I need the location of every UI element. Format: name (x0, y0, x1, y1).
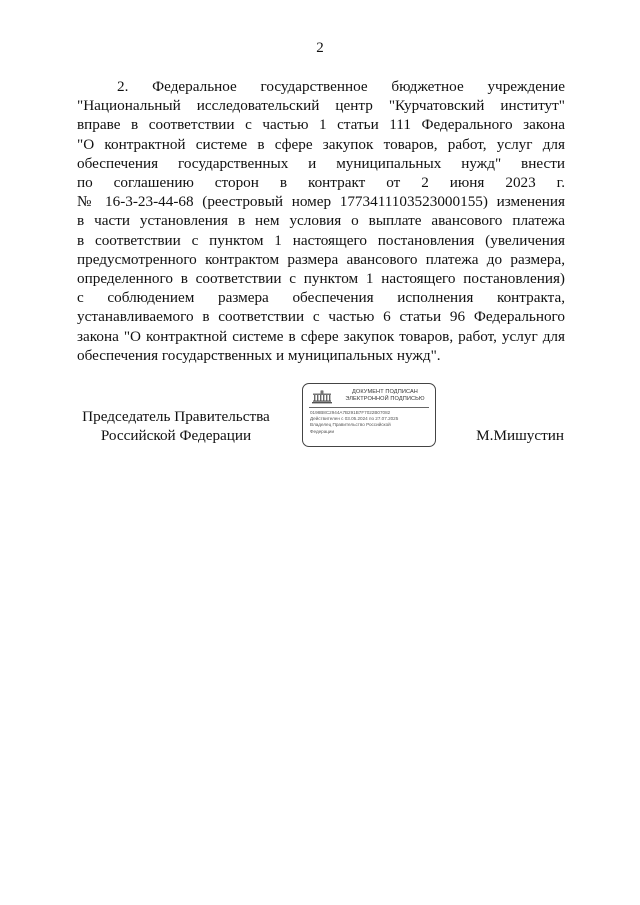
stamp-validity: Действителен с 03.05.2024 по 27.07.2025 (310, 416, 399, 422)
stamp-certificate: 0198B8C2944A7B291B7F7022B07082 (310, 410, 391, 415)
stamp-title-line-2: ЭЛЕКТРОННОЙ ПОДПИСЬЮ (345, 396, 425, 402)
stamp-divider (309, 407, 429, 408)
stamp-owner-line-1: Владелец Правительство Российской (310, 422, 391, 428)
body-line: "О контрактной системе в сфере закупок товаров, работ, услуг для (77, 135, 565, 153)
body-line: устанавливаемого в соответствии с частью 6 статьи 96 Федерального (77, 308, 565, 326)
body-line: обеспечения государственных и муниципальных нужд" внести (77, 154, 565, 172)
body-line: с соблюдением размера обеспечения исполнения контракта, (77, 289, 565, 307)
stamp-details (310, 410, 434, 435)
body-line: "Национальный исследовательский центр "Курчатовский институт" (77, 97, 565, 115)
body-line: в соответствии с пунктом 1 настоящего постановления (увеличения (77, 231, 565, 249)
body-line: № 16-3-23-44-68 (реестровый номер 1773411103523000155) изменения (77, 193, 565, 211)
government-building-icon (311, 390, 333, 404)
page-number: 2 (316, 40, 324, 56)
body-line: определенного в соответствии с пунктом 1 настоящего постановления) (77, 270, 565, 288)
signatory-title (76, 407, 276, 445)
body-line: в части установления в нем условия о выплате авансового платежа (77, 212, 565, 230)
electronic-signature-stamp (302, 383, 436, 447)
paragraph-item-2 (77, 77, 565, 365)
stamp-title-line-1: ДОКУМЕНТ ПОДПИСАН (352, 389, 418, 395)
body-line: обеспечения государственных и муниципальных нужд". (77, 346, 441, 364)
body-line: предусмотренного контрактом размера авансового платежа до размера, (77, 250, 565, 268)
body-line: 2. Федеральное государственное бюджетное учреждение (117, 78, 565, 95)
signatory-title-line-1: Председатель Правительства (82, 408, 270, 425)
body-line: закона "О контрактной системе в сфере закупок товаров, работ, услуг для (77, 327, 565, 345)
signatory-title-line-2: Российской Федерации (100, 427, 252, 444)
signatory-name: М.Мишустин (476, 427, 564, 444)
stamp-owner-line-2: Федерации (310, 428, 335, 434)
body-line: по соглашению сторон в контракт от 2 июня 2023 г. (77, 174, 565, 192)
body-line: вправе в соответствии с частью 1 статьи 111 Федерального закона (77, 116, 565, 134)
stamp-title (339, 389, 431, 403)
